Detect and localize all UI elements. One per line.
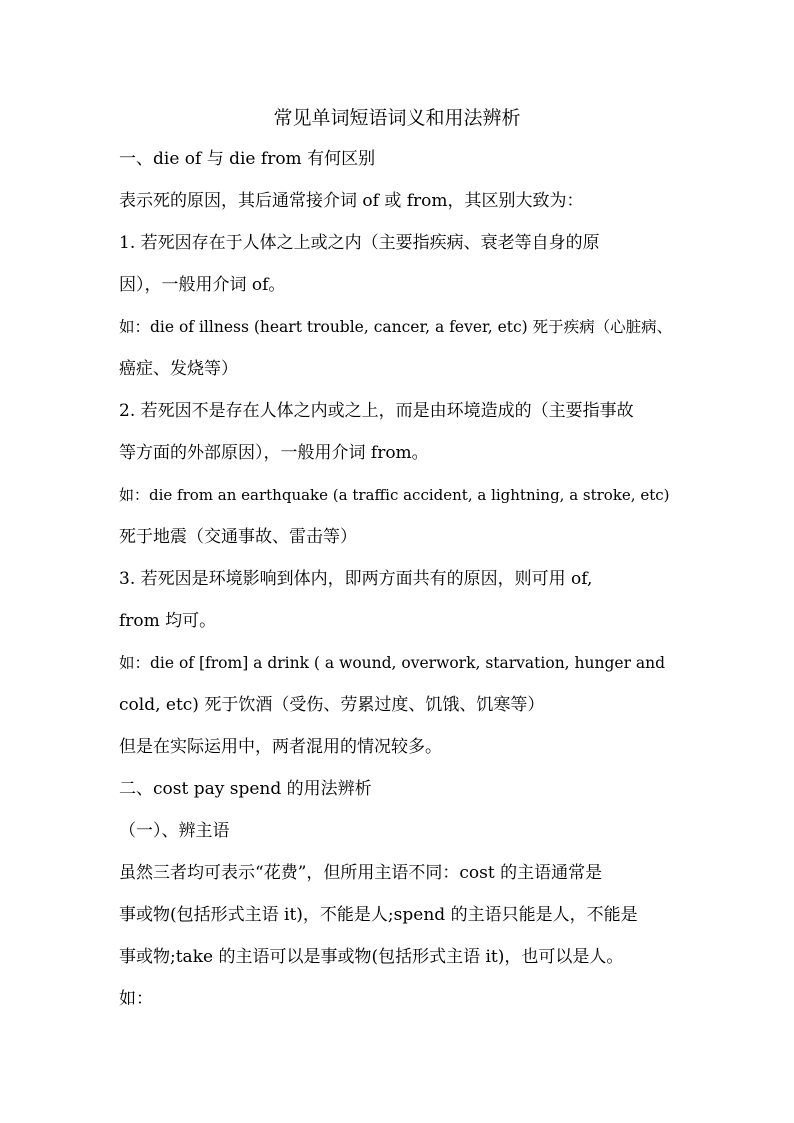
example-line: 如：die of illness (heart trouble, cancer, a fever, etc) 死于疾病（心脏病、 — [119, 318, 673, 336]
paragraph-line: 如： — [119, 989, 153, 1009]
section-heading-2: 二、cost pay spend 的用法辨析 — [119, 779, 372, 799]
page-title: 常见单词短语词义和用法辨析 — [273, 107, 521, 129]
section-heading-1: 一、die of 与 die from 有何区别 — [119, 149, 376, 169]
paragraph-line: from 均可。 — [119, 611, 217, 631]
paragraph-line: 因），一般用介词 of。 — [119, 275, 286, 295]
example-line: 如：die from an earthquake (a traffic accident, a lightning, a stroke, etc) — [119, 486, 670, 504]
example-line: 死于地震（交通事故、雷击等） — [119, 527, 357, 547]
paragraph-line: 事或物(包括形式主语 it)，不能是人;spend 的主语只能是人，不能是 — [119, 905, 638, 925]
example-line: cold, etc) 死于饮酒（受伤、劳累过度、饥饿、饥寒等） — [119, 695, 545, 715]
paragraph-line: 表示死的原因，其后通常接介词 of 或 from，其区别大致为： — [119, 191, 584, 211]
paragraph-line: 2. 若死因不是存在人体之内或之上，而是由环境造成的（主要指事故 — [119, 401, 634, 421]
subsection-heading: （一）、辨主语 — [119, 821, 230, 841]
paragraph-line: 虽然三者均可表示“花费”，但所用主语不同：cost 的主语通常是 — [119, 863, 603, 883]
paragraph-line: 等方面的外部原因），一般用介词 from。 — [119, 443, 429, 463]
paragraph-line: 事或物;take 的主语可以是事或物(包括形式主语 it)，也可以是人。 — [119, 947, 624, 967]
example-line: 癌症、发烧等） — [119, 359, 238, 379]
example-line: 如：die of [from] a drink ( a wound, overwork, starvation, hunger and — [119, 654, 666, 672]
paragraph-line: 3. 若死因是环境影响到体内，即两方面共有的原因，则可用 of, — [119, 569, 593, 589]
paragraph-line: 1. 若死因存在于人体之上或之内（主要指疾病、衰老等自身的原 — [119, 233, 600, 253]
paragraph-line: 但是在实际运用中，两者混用的情况较多。 — [119, 737, 442, 757]
